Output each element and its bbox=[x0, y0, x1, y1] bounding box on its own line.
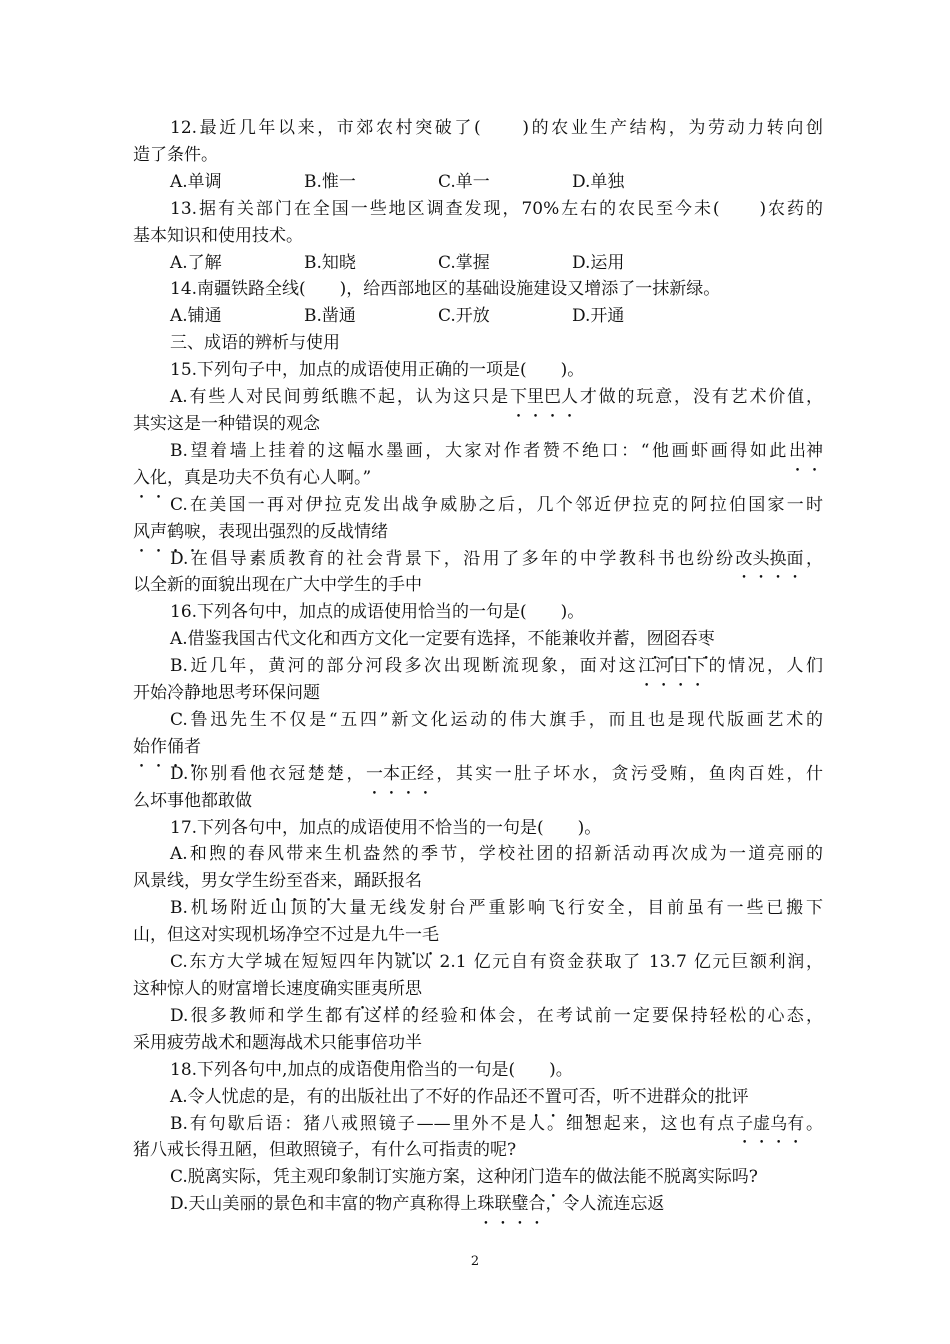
dotted-idiom bbox=[133, 468, 167, 488]
q18-option-b-line1: B.有句歇后语：猪八戒照镜子——里外不是人。细想起来，这也有点子虚乌有。 bbox=[133, 1111, 823, 1138]
emphasis-dot-char: 日 bbox=[672, 656, 690, 677]
q12-option-d: D.单独 bbox=[572, 171, 625, 192]
emphasis-dot-char: 囵 bbox=[663, 629, 681, 650]
emphasis-dot-char: 半 bbox=[405, 1032, 422, 1053]
emphasis-dot-char: 经 bbox=[416, 763, 434, 784]
emphasis-dot-char: 化 bbox=[150, 467, 167, 488]
emphasis-dot-char: 牛 bbox=[388, 925, 405, 946]
q12-option-a: A.单调 bbox=[170, 171, 222, 192]
q14-stem: 14.南疆铁路全线( )，给西部地区的基础设施建设又增添了一抹新绿。 bbox=[170, 279, 721, 300]
q15-option-a-line1: A.有些人对民间剪纸瞧不起，认为这只是下里巴人才做的玩意，没有艺术价值， bbox=[133, 384, 823, 411]
emphasis-dot-char: 造 bbox=[544, 1167, 562, 1188]
emphasis-dot-char: 纷 bbox=[269, 871, 286, 892]
dotted-idiom bbox=[371, 925, 439, 945]
q12-stem-line1: 12.最近几年以来，市郊农村突破了( )的农业生产结构，为劳动力转向创 bbox=[170, 118, 823, 138]
emphasis-dot-char: 至 bbox=[286, 871, 303, 892]
emphasis-dot-char: 可 bbox=[561, 1086, 579, 1107]
emphasis-dot-char: 功 bbox=[388, 1032, 405, 1053]
q16-option-d-line2: 么坏事他都敢做 bbox=[133, 790, 252, 811]
dotted-idiom bbox=[477, 1194, 545, 1214]
emphasis-dot-char: 声 bbox=[150, 521, 167, 542]
dotted-idiom bbox=[511, 1167, 579, 1187]
emphasis-dot-char: 始 bbox=[133, 736, 150, 757]
q15-option-d-line1: D.在倡导素质教育的社会背景下，沿用了多年的中学教科书也纷纷改头换面， bbox=[133, 546, 823, 573]
q15-option-c-line1: C.在美国一再对伊拉克发出战争威胁之后，几个邻近伊拉克的阿拉伯国家一时 bbox=[170, 494, 823, 515]
question-column bbox=[133, 115, 823, 1218]
emphasis-dot-char: 珠 bbox=[477, 1194, 495, 1215]
q15-option-d-line2: 以全新的面貌出现在广大中学生的手中 bbox=[133, 575, 422, 596]
emphasis-dot-char: 入 bbox=[133, 467, 150, 488]
emphasis-dot-char: 璧 bbox=[511, 1194, 529, 1215]
dotted-idiom bbox=[789, 441, 823, 461]
q14-option-d: D.开通 bbox=[572, 306, 625, 327]
emphasis-dot-char: 吞 bbox=[680, 629, 698, 650]
q17-option-a-line1: A.和煦的春风带来生机盎然的季节，学校社团的招新活动再次成为一道亮丽的 bbox=[170, 844, 823, 865]
emphasis-dot-char: 囫 bbox=[646, 629, 664, 650]
q18-stem: 18.下列各句中,加点的成语使用恰当的一句是( )。 bbox=[170, 1059, 573, 1080]
emphasis-dot-char: 枣 bbox=[697, 629, 715, 650]
q15-option-b-line1: B.望着墙上挂着的这幅水墨画，大家对作者赞不绝口：“他画虾画得如此出神 bbox=[133, 438, 823, 465]
emphasis-dot-char: 作 bbox=[150, 736, 167, 757]
q17-option-d-line1: D.很多教师和学生都有这样的经验和体会，在考试前一定要保持轻松的心态， bbox=[170, 1005, 823, 1026]
emphasis-dot-char: 换 bbox=[769, 548, 787, 569]
emphasis-dot-char: 有 bbox=[787, 1113, 805, 1134]
dotted-idiom bbox=[647, 629, 715, 649]
q16-option-c-line1: C.鲁迅先生不仅是“五四”新文化运动的伟大旗手，而且也是现代版画艺术的 bbox=[170, 709, 823, 730]
q18-option-a: A.令人忧虑的是，有的出版社出了不好的作品还不置可否，听不进群众的批评 bbox=[133, 1084, 823, 1111]
emphasis-dot-char: 里 bbox=[526, 387, 544, 408]
emphasis-dot-char: 正 bbox=[399, 763, 417, 784]
dotted-idiom bbox=[133, 737, 201, 757]
emphasis-dot-char: 巴 bbox=[543, 387, 561, 408]
emphasis-dot-char: 子 bbox=[736, 1113, 754, 1134]
emphasis-dot-char: 人 bbox=[560, 387, 578, 408]
q15-stem: 15.下列句子中，加点的成语使用正确的一项是( )。 bbox=[170, 360, 585, 381]
emphasis-dot-char: 风 bbox=[133, 521, 150, 542]
page-number: 2 bbox=[470, 1254, 480, 1269]
q12-option-c: C.单一 bbox=[438, 171, 490, 192]
q16-option-b-line2: 开始冷静地思考环保问题 bbox=[133, 683, 320, 704]
emphasis-dot-char: 一 bbox=[405, 925, 422, 946]
q13-stem-line1: 13.据有关部门在全国一些地区调查发现，70%左右的农民至今未( )农药的 bbox=[170, 198, 823, 219]
q12-option-b: B.惟一 bbox=[304, 171, 356, 192]
dotted-idiom bbox=[269, 871, 337, 891]
q17-option-c-line2: 这种惊人的财富增长速度确实匪夷所思 bbox=[133, 976, 823, 1003]
emphasis-dot-char: 毛 bbox=[422, 925, 439, 946]
emphasis-dot-char: 唳 bbox=[184, 521, 201, 542]
q16-option-d-line1: D.你别看他衣冠楚楚，一本正经，其实一肚子坏水，贪污受贿，鱼肉百姓，什 bbox=[133, 761, 823, 788]
emphasis-dot-char: 匪 bbox=[354, 979, 371, 999]
q13-option-d: D.运用 bbox=[572, 252, 625, 273]
emphasis-dot-char: 头 bbox=[752, 548, 770, 569]
q17-stem: 17.下列各句中，加点的成语使用不恰当的一句是( )。 bbox=[170, 817, 602, 838]
emphasis-dot-char: 倍 bbox=[371, 1032, 388, 1053]
q15-option-c-line2: 风声鹤唳，表现出强烈的反战情绪 bbox=[133, 519, 823, 546]
emphasis-dot-char: 门 bbox=[527, 1167, 545, 1188]
dotted-idiom bbox=[528, 1087, 596, 1107]
section-heading: 三、成语的辨析与使用 bbox=[170, 333, 340, 354]
emphasis-dot-char: 不 bbox=[527, 1086, 545, 1107]
q17-option-b-line2: 山，但这对实现机场净空不过是九牛一毛 bbox=[133, 922, 823, 949]
q17-option-a-line2: 风景线，男女学生纷至沓来，踊跃报名 bbox=[133, 868, 823, 895]
dotted-idiom bbox=[354, 1033, 422, 1053]
q13-option-a: A.了解 bbox=[170, 252, 222, 273]
emphasis-dot-char: 联 bbox=[494, 1194, 512, 1215]
emphasis-dot-char: 河 bbox=[655, 656, 673, 677]
emphasis-dot-char: 思 bbox=[405, 979, 422, 999]
dotted-idiom bbox=[366, 764, 434, 784]
q13-stem-line2: 基本知识和使用技术。 bbox=[133, 225, 303, 246]
q14-option-a: A.铺通 bbox=[170, 306, 222, 327]
emphasis-dot-char: 鹤 bbox=[167, 521, 184, 542]
q16-option-a: A.借鉴我国古代文化和西方文化一定要有选择，不能兼收并蓄，囫囵吞枣 bbox=[133, 626, 823, 653]
q13-options bbox=[133, 250, 823, 277]
emphasis-dot-char: 合 bbox=[528, 1194, 546, 1215]
emphasis-dot-char: 改 bbox=[735, 548, 753, 569]
emphasis-dot-char: 下 bbox=[509, 387, 527, 408]
emphasis-dot-char: 本 bbox=[382, 763, 400, 784]
dotted-idiom bbox=[510, 387, 578, 407]
q16-stem: 16.下列各句中，加点的成语使用恰当的一句是( )。 bbox=[170, 602, 585, 623]
emphasis-dot-char: 所 bbox=[388, 979, 405, 999]
dotted-idiom bbox=[133, 522, 201, 542]
q13-option-c: C.掌握 bbox=[438, 252, 490, 273]
dotted-idiom bbox=[736, 1114, 804, 1134]
emphasis-dot-char: 乌 bbox=[770, 1113, 788, 1134]
dotted-idiom bbox=[638, 656, 706, 676]
dotted-idiom bbox=[736, 549, 804, 569]
q13-option-b: B.知晓 bbox=[304, 252, 356, 273]
q12-stem-line2: 造了条件。 bbox=[133, 144, 218, 165]
q17-option-d-line2: 采用疲劳战术和题海战术只能事倍功半 bbox=[133, 1030, 823, 1057]
q15-option-a-line2: 其实这是一种错误的观念 bbox=[133, 413, 320, 434]
q14-option-c: C.开放 bbox=[438, 306, 490, 327]
emphasis-dot-char: 下 bbox=[689, 656, 707, 677]
q18-option-c: C.脱离实际，凭主观印象制订实施方案，这种闭门造车的做法能不脱离实际吗? bbox=[133, 1164, 823, 1191]
emphasis-dot-char: 车 bbox=[561, 1167, 579, 1188]
emphasis-dot-char: 夷 bbox=[371, 979, 388, 999]
emphasis-dot-char: 神 bbox=[806, 440, 823, 461]
emphasis-dot-char: 九 bbox=[371, 925, 388, 946]
emphasis-dot-char: 来 bbox=[320, 871, 337, 892]
q18-option-b-line2: 猪八戒长得丑陋，但敢照镜子，有什么可指责的呢? bbox=[133, 1140, 517, 1161]
emphasis-dot-char: 虚 bbox=[753, 1113, 771, 1134]
emphasis-dot-char: 沓 bbox=[303, 871, 320, 892]
emphasis-dot-char: 俑 bbox=[167, 736, 184, 757]
emphasis-dot-char: 者 bbox=[184, 736, 201, 757]
dotted-idiom bbox=[354, 979, 422, 999]
q16-option-c-line2 bbox=[133, 734, 823, 761]
q17-option-b-line1: B.机场附近山顶的大量无线发射台严重影响飞行安全，目前虽有一些已搬下 bbox=[170, 898, 823, 919]
q14-options bbox=[133, 303, 823, 330]
q17-option-c-line1: C.东方大学城在短短四年内就以 2.1 亿元自有资金获取了 13.7 亿元巨额利润， bbox=[170, 952, 823, 973]
emphasis-dot-char: 出 bbox=[789, 440, 806, 461]
emphasis-dot-char: 一 bbox=[365, 763, 383, 784]
emphasis-dot-char: 面 bbox=[786, 548, 804, 569]
q16-option-b-line1: B.近几年，黄河的部分河段多次出现断流现象，面对这江河日下的情况，人们 bbox=[133, 653, 823, 680]
q18-option-d: D.天山美丽的景色和丰富的物产真称得上珠联璧合，令人流连忘返 bbox=[133, 1191, 823, 1218]
q12-options bbox=[133, 169, 823, 196]
q14-option-b: B.凿通 bbox=[304, 306, 356, 327]
emphasis-dot-char: 江 bbox=[638, 656, 656, 677]
emphasis-dot-char: 置 bbox=[544, 1086, 562, 1107]
q15-option-b-line2: 入化，真是功夫不负有心人啊。” bbox=[133, 465, 823, 492]
emphasis-dot-char: 事 bbox=[354, 1032, 371, 1053]
emphasis-dot-char: 否 bbox=[578, 1086, 596, 1107]
emphasis-dot-char: 闭 bbox=[510, 1167, 528, 1188]
